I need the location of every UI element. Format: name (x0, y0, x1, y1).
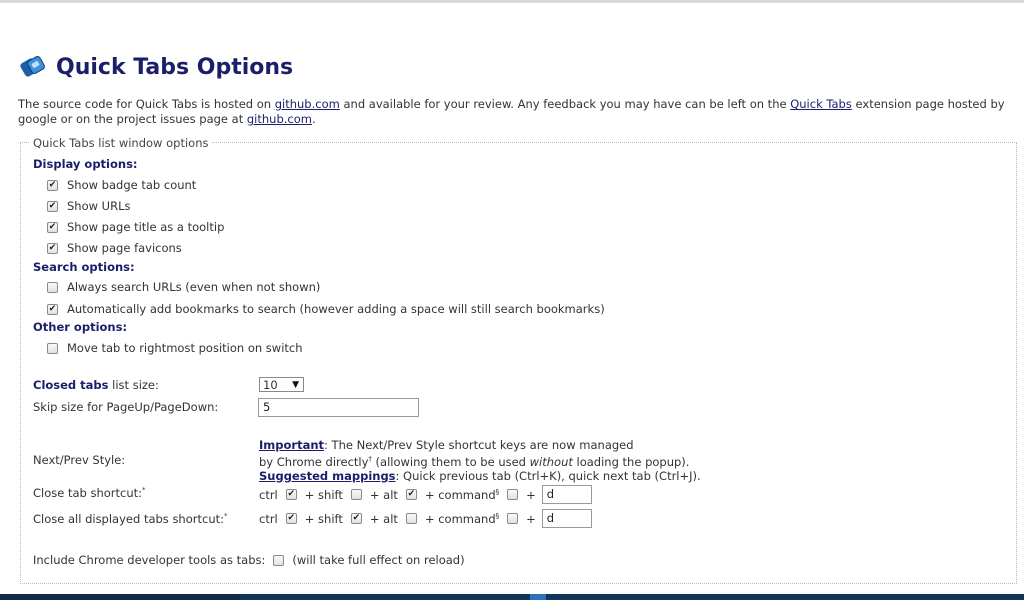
alt-checkbox[interactable] (406, 513, 417, 524)
skip-size-input[interactable]: 5 (258, 398, 419, 417)
section-mark: § (495, 511, 500, 520)
github-link[interactable]: github.com (274, 97, 340, 111)
option-show-badge-count[interactable] (47, 178, 196, 192)
note-text: : The Next/Prev Style shortcut keys are now managed (324, 438, 634, 452)
shortcut-label-text: Close all displayed tabs shortcut: (33, 512, 224, 526)
checkbox[interactable]: ✔ (48, 179, 57, 190)
ctrl-checkbox[interactable]: ✔ (287, 489, 296, 499)
close-all-shortcut-row (259, 509, 592, 528)
option-always-search-urls[interactable] (47, 280, 320, 294)
taskbar-segment (530, 594, 546, 600)
command-checkbox[interactable] (507, 513, 518, 524)
checkbox[interactable] (47, 282, 58, 293)
note-emphasis: without (529, 454, 573, 469)
option-add-bookmarks[interactable] (47, 302, 605, 316)
intro-text-part: extension page hosted by google or on the project issues page at (18, 97, 1005, 126)
ctrl-label: ctrl (259, 511, 278, 526)
devtools-option (33, 553, 465, 567)
close-all-shortcut-label (33, 512, 228, 526)
other-options-heading: Other options: (33, 320, 128, 334)
shift-checkbox[interactable] (351, 489, 362, 500)
option-show-favicons[interactable] (47, 241, 182, 255)
checkbox[interactable]: ✔ (48, 221, 57, 232)
closed-tabs-label-rest: list size: (108, 378, 159, 392)
dropdown-arrow-icon: ▼ (292, 379, 299, 390)
option-label: Show badge tab count (67, 178, 197, 192)
intro-text (18, 97, 1018, 127)
next-prev-note (259, 438, 701, 483)
asterisk-mark: * (224, 512, 228, 521)
dagger-mark: † (368, 455, 372, 463)
close-all-key-input[interactable]: d (542, 509, 592, 528)
taskbar-strip (0, 594, 1024, 600)
taskbar-segment (0, 594, 240, 600)
display-options-heading: Display options: (33, 157, 138, 171)
shift-label: + shift (304, 487, 343, 502)
quick-tabs-logo-icon (20, 54, 46, 80)
devtools-note: (will take full effect on reload) (292, 553, 465, 567)
close-tab-shortcut-label (33, 486, 146, 500)
suggested-mappings-label: Suggested mappings (259, 468, 396, 483)
command-checkbox[interactable] (507, 489, 518, 500)
note-text: by Chrome directly (259, 454, 369, 469)
top-border (0, 0, 1024, 3)
ctrl-label: ctrl (259, 487, 278, 502)
option-label: Show URLs (67, 199, 131, 213)
skip-size-label: Skip size for PageUp/PageDown: (33, 400, 219, 414)
option-label: Show page favicons (67, 241, 182, 255)
intro-text-part: The source code for Quick Tabs is hosted on (18, 97, 275, 111)
option-label: Always search URLs (even when not shown) (67, 280, 321, 294)
note-text: (allowing them to be used (371, 454, 530, 469)
search-options-heading: Search options: (33, 260, 135, 274)
shift-label: + shift (304, 511, 343, 526)
closed-tabs-label-bold: Closed tabs (33, 378, 109, 392)
alt-label: + alt (369, 487, 398, 502)
alt-label: + alt (369, 511, 398, 526)
plus-label: + (526, 487, 536, 502)
intro-text-part: . (311, 112, 316, 126)
page-title-text: Quick Tabs Options (56, 54, 294, 80)
note-text: loading the popup). (572, 454, 690, 469)
intro-text-part: and available for your review. Any feedback you may have can be left on the (339, 97, 791, 111)
important-label: Important (259, 438, 325, 452)
select-value: 10 (263, 377, 278, 392)
shortcut-label-text: Close tab shortcut: (33, 486, 143, 500)
quick-tabs-link[interactable]: Quick Tabs (790, 97, 852, 111)
option-label: Move tab to rightmost position on switch (67, 341, 303, 355)
devtools-label: Include Chrome developer tools as tabs: (33, 553, 266, 567)
checkbox[interactable]: ✔ (48, 242, 57, 253)
page-title (20, 54, 293, 80)
checkbox[interactable]: ✔ (48, 303, 57, 314)
plus-label: + (526, 511, 536, 526)
closed-tabs-label (33, 378, 159, 392)
option-label: Automatically add bookmarks to search (however adding a space will still search bookmarks) (67, 302, 605, 316)
command-label (425, 512, 499, 526)
close-tab-shortcut-row (259, 485, 592, 504)
option-move-tab-rightmost[interactable] (47, 341, 303, 355)
command-label (425, 488, 499, 502)
closed-tabs-size-select[interactable] (259, 377, 304, 392)
shift-checkbox[interactable]: ✔ (352, 513, 361, 523)
option-show-title-tooltip[interactable] (47, 220, 224, 234)
ctrl-checkbox[interactable]: ✔ (287, 513, 296, 523)
asterisk-mark: * (142, 486, 146, 495)
checkbox[interactable] (47, 343, 58, 354)
checkbox[interactable]: ✔ (48, 200, 57, 211)
command-label-text: + command (424, 511, 496, 526)
github-issues-link[interactable]: github.com (246, 112, 312, 126)
fieldset-legend: Quick Tabs list window options (30, 136, 211, 150)
note-text: : Quick previous tab (Ctrl+K), quick next tab (Ctrl+J). (395, 468, 701, 483)
devtools-checkbox[interactable] (273, 555, 284, 566)
option-show-urls[interactable] (47, 199, 131, 213)
close-tab-key-input[interactable]: d (542, 485, 592, 504)
section-mark: § (495, 487, 500, 496)
alt-checkbox[interactable]: ✔ (407, 489, 416, 499)
option-label: Show page title as a tooltip (67, 220, 225, 234)
next-prev-style-label: Next/Prev Style: (33, 453, 126, 467)
command-label-text: + command (424, 487, 496, 502)
